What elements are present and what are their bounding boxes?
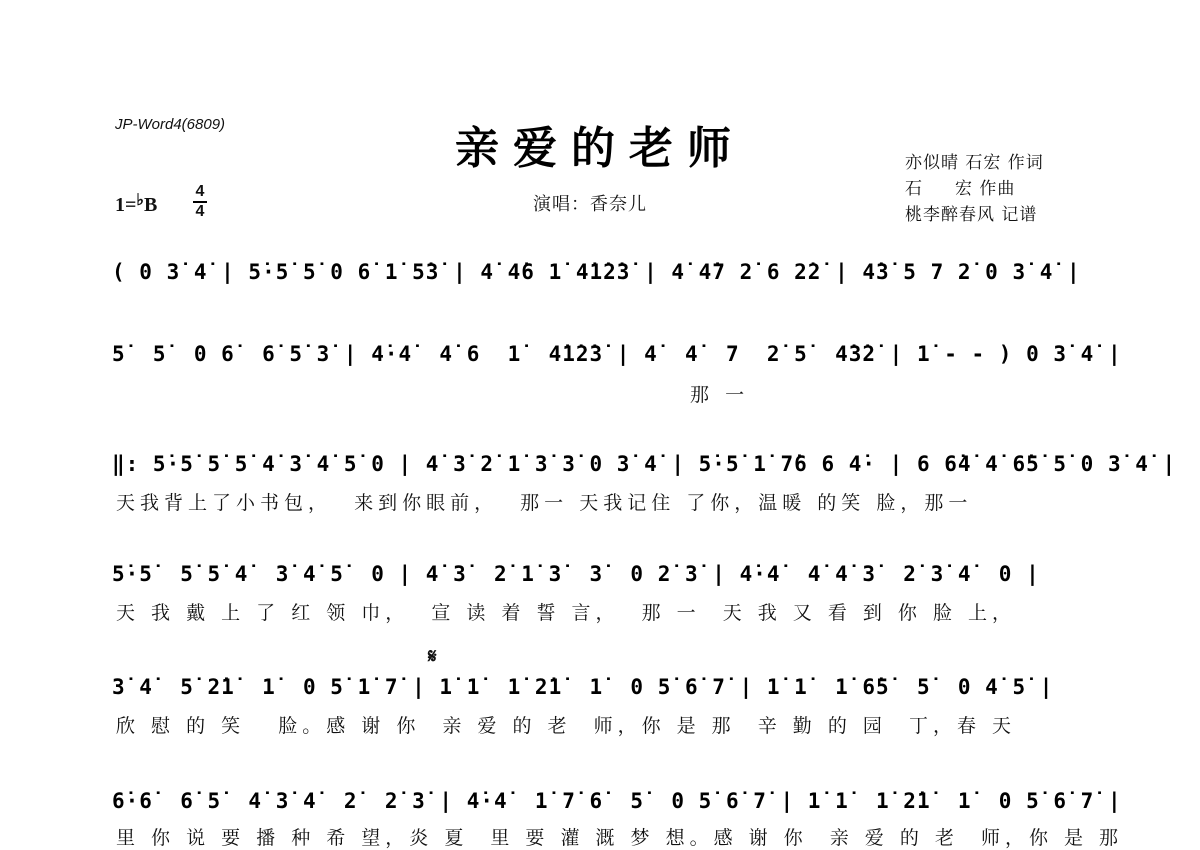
notation-line: ( 0 3̇ 4̇ | 5̇·5̇ 5̇ 0 6̇ 1̇ 5̇3̇ | 4̇ 4̇6 1̇ 4̇1̇2̇3̇ | 4̇ 4̇7 2̇ 6 2̇2̇ | 4̇3̇ 5 7 2̇ 0 3̇ 4̇ | (112, 260, 1081, 284)
credits (905, 150, 1044, 228)
key-prefix: 1= (115, 194, 137, 216)
score-line-2 (112, 342, 1122, 412)
score-line-6 (112, 789, 1124, 849)
meter-bottom: 4 (195, 203, 205, 220)
time-signature (193, 184, 207, 220)
score-line-3 (112, 452, 1177, 522)
software-source: JP-Word4(6809) (115, 116, 226, 133)
lyrics-line: 里 你 说 要 播 种 希 望，炎 夏 里 要 灌 溉 梦 想。感 谢 你 亲 爱 的 老 师，你 是 那 (116, 827, 1124, 849)
lyrics-line: 欣 慰 的 笑 脸。感 谢 你 亲 爱 的 老 师，你 是 那 辛 勤 的 园 丁，春 天 (116, 715, 1016, 737)
notation-line: 5̇ 5̇ 0 6̇ 6̇ 5̇ 3̇ | 4̇·4̇ 4̇ 6 1̇ 4̇1̇2̇3̇ | 4̇ 4̇ 7 2̇ 5̇ 4̇3̇2̇ | 1̇ - - ) 0 3̇ 4̇ | (112, 342, 1122, 366)
notation-line: 3̇ 4̇ 5̇ 2̇1̇ 1̇ 0 5̇ 1̇ 7̇ | 1̇ 1̇ 1̇ 2̇1̇ 1̇ 0 5̇ 6̇ 7̇ | 1̇ 1̇ 1̇ 6̇5̇ 5̇ 0 4̇ 5̇ | (112, 675, 1054, 699)
singer: 演唱：香奈儿 (533, 194, 647, 215)
credit-composer: 石 宏 作曲 (905, 179, 1016, 199)
lyrics-line: 天我背上了小书包， 来到你眼前， 那一 天我记住 了你，温暖 的笑 脸，那一 (116, 492, 973, 514)
credit-transcriber: 桃李醉春风 记谱 (905, 205, 1038, 225)
lyrics-line: 那 一 (116, 384, 750, 406)
score-line-4 (112, 562, 1092, 632)
meter-top: 4 (195, 183, 205, 200)
score-line-1 (112, 260, 1092, 320)
notation-line: 6̇·6̇ 6̇ 5̇ 4̇ 3̇ 4̇ 2̇ 2̇ 3̇ | 4̇·4̇ 1̇ 7̇ 6̇ 5̇ 0 5̇ 6̇ 7̇ | 1̇ 1̇ 1̇ 2̇1̇ 1̇ 0 5̇ 6̇ 7̇ | (112, 789, 1122, 813)
key-letter: B (143, 194, 158, 216)
key-signature (115, 190, 157, 217)
credit-lyricist: 亦似晴 石宏 作词 (905, 153, 1044, 173)
score-line-5 (112, 675, 1092, 745)
notation-line: 5̇·5̇ 5̇ 5̇ 4̇ 3̇ 4̇ 5̇ 0 | 4̇ 3̇ 2̇ 1̇ 3̇ 3̇ 0 2̇ 3̇ | 4̇·4̇ 4̇ 4̇ 3̇ 2̇ 3̇ 4̇ 0 | (112, 562, 1040, 586)
notation-line: ‖: 5̇·5̇ 5̇ 5̇ 4̇ 3̇ 4̇ 5̇ 0 | 4̇ 3̇ 2̇ 1̇ 3̇ 3̇ 0 3̇ 4̇ | 5̇·5̇ 1̇ 7̇6 6 4̇· | 6 6̇4̇ 4̇ 6̇5̇ 5̇ 0 3̇ 4̇ | (112, 452, 1177, 476)
song-title: 亲爱的老师 (455, 123, 745, 174)
flat-icon: ♭ (136, 192, 144, 209)
lyrics-line: 天 我 戴 上 了 红 领 巾， 宣 读 着 誓 言， 那 一 天 我 又 看 到 你 脸 上， (116, 602, 1016, 624)
segno-icon: 𝄋 (428, 644, 437, 668)
